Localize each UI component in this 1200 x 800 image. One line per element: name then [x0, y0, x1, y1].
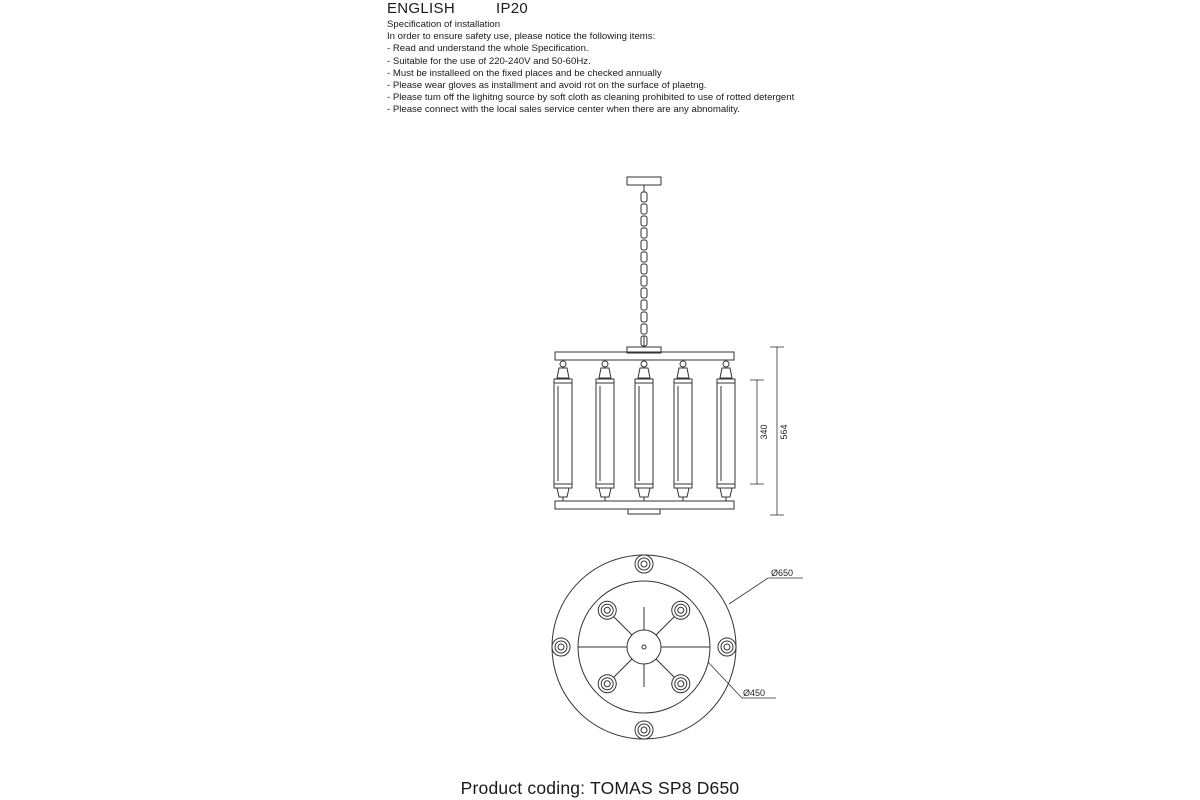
- tube: [596, 361, 614, 501]
- chain-link: [641, 204, 647, 214]
- tube-finial: [602, 361, 608, 367]
- chain-link: [641, 228, 647, 238]
- tube-collar-top: [635, 379, 653, 383]
- spec-item: - Please connect with the local sales service center when there are any abnomality.: [387, 104, 740, 116]
- glass-tube: [674, 383, 692, 484]
- leader-650: [729, 578, 803, 604]
- lamp-holder: [598, 601, 616, 619]
- tube-cap-bottom: [720, 488, 732, 497]
- chain-link: [641, 276, 647, 286]
- tube-cap-top: [720, 368, 732, 378]
- glass-tube: [717, 383, 735, 484]
- tube-cap-bottom: [557, 488, 569, 497]
- tube-collar-bottom: [554, 484, 572, 488]
- tube-cap-top: [677, 368, 689, 378]
- chain-link: [641, 252, 647, 262]
- lamp-holder: [672, 601, 690, 619]
- chain: [641, 192, 647, 347]
- tube-cap-top: [638, 368, 650, 378]
- bottom-hub: [628, 509, 660, 514]
- tube-finial: [641, 361, 647, 367]
- tube-collar-top: [596, 379, 614, 383]
- bottom-ring: [555, 501, 734, 509]
- tube-cap-bottom: [677, 488, 689, 497]
- tube: [674, 361, 692, 501]
- tube-cap-top: [557, 368, 569, 378]
- tube: [635, 361, 653, 501]
- glass-tubes: [554, 361, 735, 501]
- product-coding: Product coding: TOMAS SP8 D650: [460, 778, 740, 798]
- lamp-holder: [598, 675, 616, 693]
- tube-collar-bottom: [717, 484, 735, 488]
- tube-cap-bottom: [638, 488, 650, 497]
- spec-intro: In order to ensure safety use, please notice the following items:: [387, 31, 656, 43]
- ip-rating: IP20: [496, 0, 529, 17]
- tube-collar-bottom: [596, 484, 614, 488]
- tube: [717, 361, 735, 501]
- spec-item: - Please tum off the lighitng source by soft cloth as cleaning prohibited to use of rotted detergent: [387, 92, 795, 104]
- lamp-holder: [672, 675, 690, 693]
- lamp-holder: [635, 555, 653, 573]
- tube-collar-top: [554, 379, 572, 383]
- dim-shade-height: 340: [759, 424, 769, 440]
- tube-cap-top: [599, 368, 611, 378]
- tube: [554, 361, 572, 501]
- language-label: ENGLISH: [387, 0, 455, 17]
- spec-item: - Read and understand the whole Specification.: [387, 43, 589, 55]
- tube-finial: [723, 361, 729, 367]
- lamp-holder: [552, 638, 570, 656]
- spec-item: - Suitable for the use of 220-240V and 50-60Hz.: [387, 55, 591, 67]
- tube-collar-bottom: [635, 484, 653, 488]
- lamp-holder: [718, 638, 736, 656]
- center-hub: [627, 630, 661, 664]
- ceiling-canopy: [627, 177, 661, 185]
- glass-tube: [596, 383, 614, 484]
- tube-cap-bottom: [599, 488, 611, 497]
- chain-link: [641, 312, 647, 322]
- chain-link: [641, 216, 647, 226]
- chandelier-plan-view: [552, 555, 803, 739]
- tube-finial: [560, 361, 566, 367]
- chain-link: [641, 264, 647, 274]
- chain-link: [641, 324, 647, 334]
- tube-collar-top: [674, 379, 692, 383]
- leader-450: [708, 662, 776, 698]
- lamp-holder: [635, 721, 653, 739]
- tube-collar-top: [717, 379, 735, 383]
- tube-finial: [680, 361, 686, 367]
- chain-link: [641, 192, 647, 202]
- dim-inner-diameter: Ø450: [743, 688, 766, 698]
- dim-outer-diameter: Ø650: [771, 568, 794, 578]
- glass-tube: [554, 383, 572, 484]
- chain-link: [641, 300, 647, 310]
- spec-item: - Please wear gloves as installment and avoid rot on the surface of plaetng.: [387, 80, 707, 92]
- chandelier-side-view: [554, 177, 789, 515]
- spec-title: Specification of installation: [387, 19, 501, 30]
- glass-tube: [635, 383, 653, 484]
- dim-total-height: 564: [779, 424, 789, 440]
- chain-link: [641, 288, 647, 298]
- tube-collar-bottom: [674, 484, 692, 488]
- chain-link: [641, 240, 647, 250]
- spec-item: - Must be installeed on the fixed places and be checked annually: [387, 67, 662, 79]
